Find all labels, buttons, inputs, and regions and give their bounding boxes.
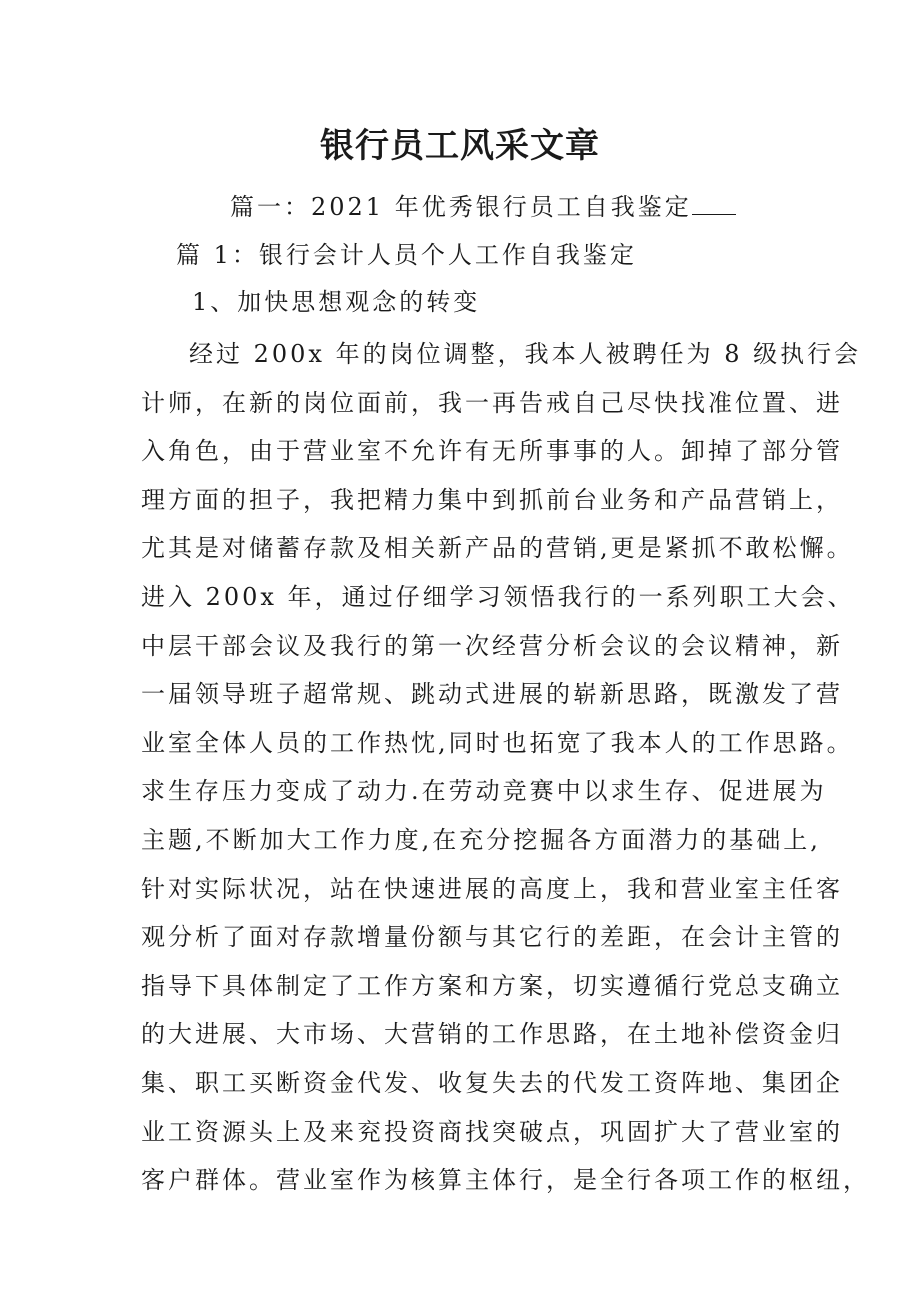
point-heading: 1、加快思想观念的转变 [192,288,481,316]
text-line: 指导下具体制定了工作方案和方案，切实遵循行党总支确立 [141,971,843,1000]
article-subtitle [230,192,736,222]
text-line: 观分析了面对存款增量份额与其它行的差距，在会计主管的 [141,923,843,952]
text-line: 业工资源头上及来兖投资商找突破点，巩固扩大了营业室的 [141,1117,843,1146]
subtitle-text: 篇一：2021 年优秀银行员工自我鉴定 [230,193,692,221]
text-line: 计师，在新的岗位面前，我一再告戒自己尽快找准位置、进 [141,388,843,417]
text-line: 尤其是对储蓄存款及相关新产品的营销,更是紧抓不敢松懈。 [141,534,854,563]
fill-in-blank [692,192,736,215]
text-line: 理方面的担子，我把精力集中到抓前台业务和产品营销上， [141,485,843,514]
text-line: 针对实际状况，站在快速进展的高度上，我和营业室主任客 [141,874,843,903]
text-line: 业室全体人员的工作热忱,同时也拓宽了我本人的工作思路。 [141,728,854,757]
text-line: 集、职工买断资金代发、收复失去的代发工资阵地、集团企 [141,1068,843,1097]
text-line: 进入 200x 年，通过仔细学习领悟我行的一系列职工大会、 [141,582,855,611]
document-title: 银行员工风采文章 [320,126,600,166]
text-line: 中层干部会议及我行的第一次经营分析会议的会议精神，新 [141,631,843,660]
text-line: 经过 200x 年的岗位调整，我本人被聘任为 8 级执行会 [189,340,862,368]
text-line: 一届领导班子超常规、跳动式进展的崭新思路，既激发了营 [141,680,843,709]
text-line: 求生存压力变成了动力.在劳动竞赛中以求生存、促进展为 [141,777,827,806]
body-paragraph [141,337,870,1212]
text-line: 入角色，由于营业室不允许有无所事事的人。卸掉了部分管 [141,437,843,466]
text-line: 客户群体。营业室作为核算主体行，是全行各项工作的枢纽， [141,1166,870,1195]
text-line: 的大进展、大市场、大营销的工作思路，在土地补偿资金归 [141,1020,843,1049]
text-line: 主题,不断加大工作力度,在充分挖掘各方面潜力的基础上, [141,825,821,854]
section-heading: 篇 1：银行会计人员个人工作自我鉴定 [176,241,637,269]
